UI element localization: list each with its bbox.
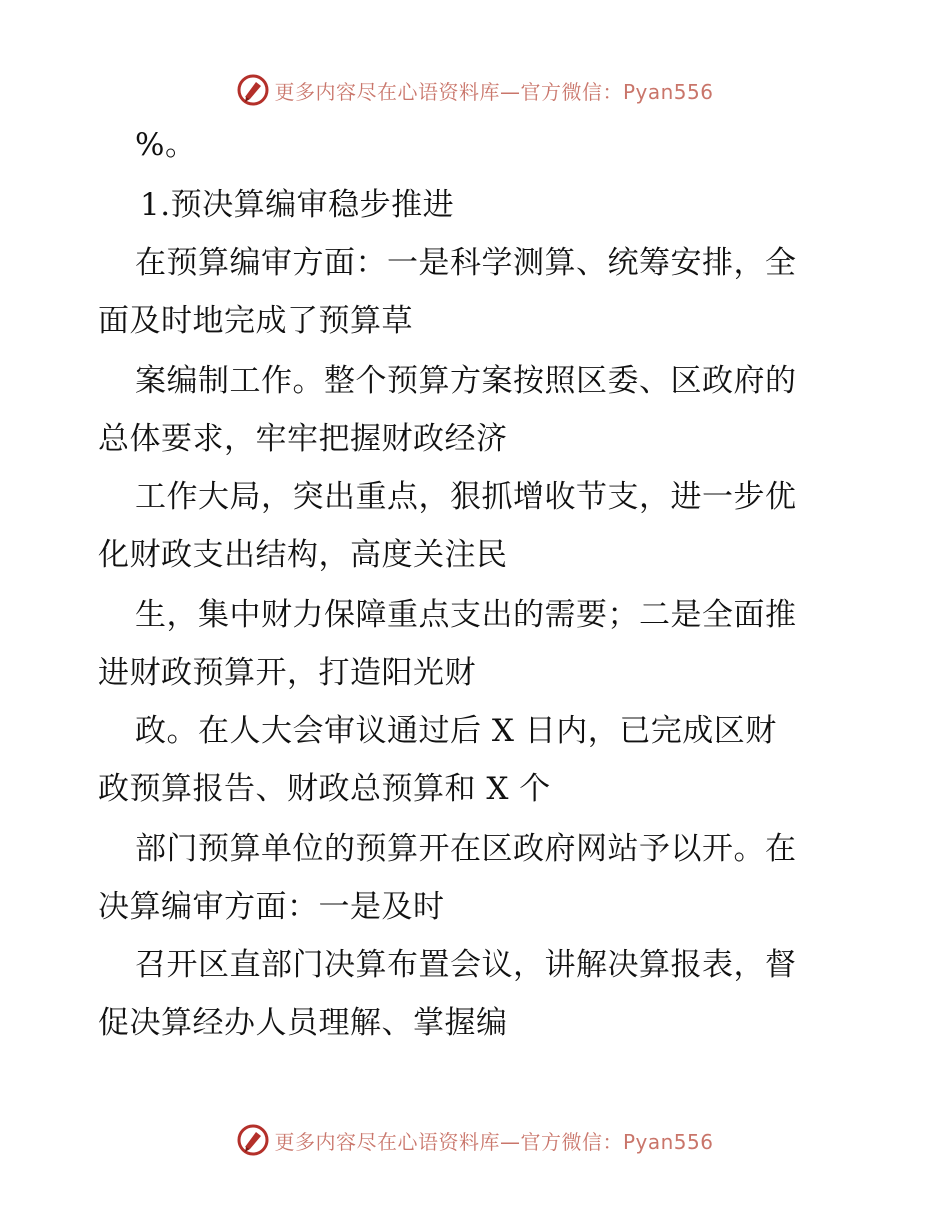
- pen-nib-logo-icon: [236, 1123, 270, 1157]
- footer-watermark: [0, 1120, 950, 1160]
- body-line-6: 总体要求，牢牢把握财政经济: [98, 421, 508, 457]
- section-heading: 1.预决算编审稳步推进: [140, 187, 455, 223]
- body-line-13: 部门预算单位的预算开在区政府网站予以开。在: [135, 831, 797, 867]
- body-line-4: 面及时地完成了预算草: [98, 303, 413, 339]
- body-line-9: 生，集中财力保障重点支出的需要；二是全面推: [135, 597, 797, 633]
- pen-nib-logo-icon: [236, 73, 270, 107]
- body-line-10: 进财政预算开，打造阳光财: [98, 655, 476, 691]
- body-line-5: 案编制工作。整个预算方案按照区委、区政府的: [135, 363, 797, 399]
- header-watermark: [0, 70, 950, 110]
- body-line-1: %。: [135, 127, 197, 163]
- body-line-12: 政预算报告、财政总预算和 X 个: [98, 771, 551, 807]
- body-line-15: 召开区直部门决算布置会议，讲解决算报表，督: [135, 947, 797, 983]
- body-line-16: 促决算经办人员理解、掌握编: [98, 1005, 508, 1041]
- footer-watermark-text: 更多内容尽在心语资料库—官方微信：Pyan556: [274, 1129, 714, 1154]
- body-line-3: 在预算编审方面：一是科学测算、统筹安排，全: [135, 245, 797, 281]
- body-line-8: 化财政支出结构，高度关注民: [98, 537, 508, 573]
- body-line-11: 政。在人大会审议通过后 X 日内，已完成区财: [135, 713, 777, 749]
- body-line-7: 工作大局，突出重点，狠抓增收节支，进一步优: [135, 479, 797, 515]
- body-line-14: 决算编审方面：一是及时: [98, 889, 445, 925]
- header-watermark-text: 更多内容尽在心语资料库—官方微信：Pyan556: [274, 79, 714, 104]
